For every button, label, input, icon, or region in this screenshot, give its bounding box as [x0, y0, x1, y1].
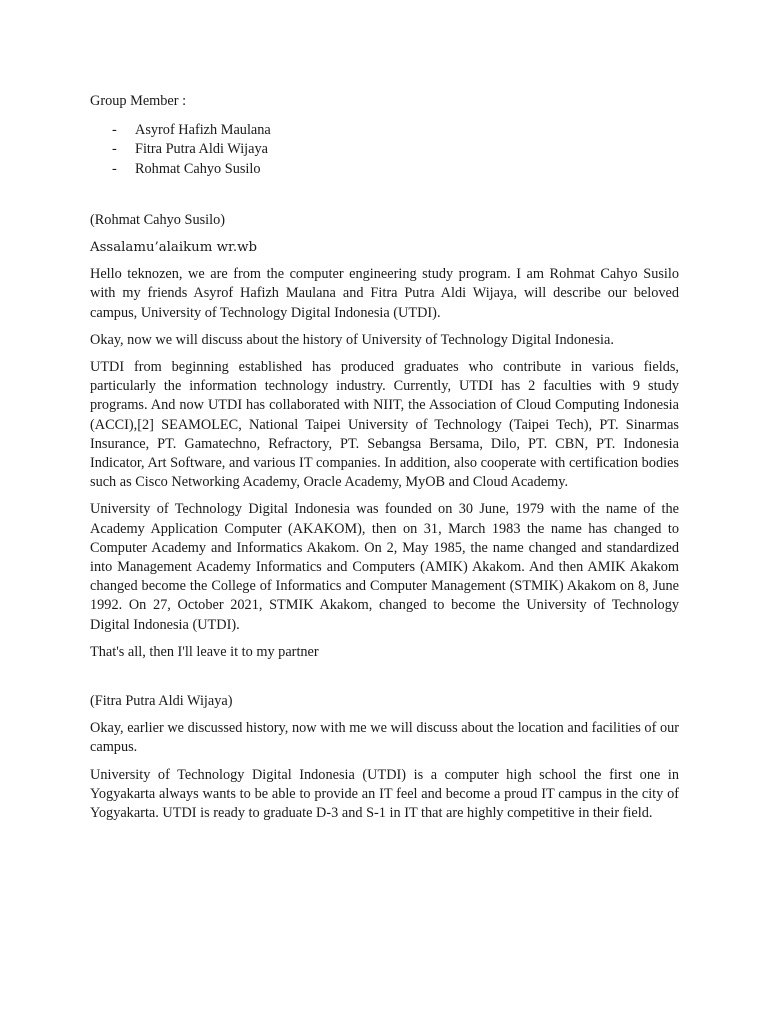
greeting: Assalamu’alaikum wr.wb — [90, 240, 257, 256]
paragraph: That's all, then I'll leave it to my partner — [90, 643, 319, 660]
paragraph: UTDI from beginning established has produced graduates who contribute in various fields, particularly the information technology industry. Currently, UTDI has 2 faculties with 9 study programs. And now UTDI has collaborated with NIIT, the Association of Cloud Computing Indonesia (ACCI),[2] SEAMOLEC, National Taipei University of Technology (Taipei Tech), PT. Sinarmas Insurance, PT. Gamatechno, Refractory, PT. Sebangsa Bersama, Dilo, PT. CBN, PT. Indonesia Indicator, Art Software, and various IT companies. In addition, also cooperate with certification bodies such as Cisco Networking Academy, Oracle Academy, MyOB and Cloud Academy. — [90, 359, 679, 491]
member-name: Fitra Putra Aldi Wijaya — [135, 141, 268, 158]
list-item — [90, 121, 679, 140]
list-item — [90, 140, 679, 159]
list-item — [90, 160, 679, 179]
list-dash: - — [112, 122, 117, 139]
paragraph: Okay, earlier we discussed history, now with me we will discuss about the location and facilities of our campus. — [90, 720, 679, 756]
paragraph: University of Technology Digital Indonesia (UTDI) is a computer high school the first one in Yogyakarta always wants to be able to provide an IT feel and become a proud IT campus in the city of Yogyakarta. UTDI is ready to graduate D-3 and S-1 in IT that are highly competitive in their field. — [90, 766, 679, 822]
paragraph: University of Technology Digital Indonesia was founded on 30 June, 1979 with the name of the Academy Application Computer (AKAKOM), then on 31, March 1983 the name has changed to Computer Academy and Informatics Akakom. On 2, May 1985, the name changed and standardized into Management Academy Informatics and Computers (AMIK) Akakom. And then AMIK Akakom changed become the College of Informatics and Computer Management (STMIK) Akakom on 8, June 1992. On 27, October 2021, STMIK Akakom, changed to become the University of Technology Digital Indonesia (UTDI). — [90, 501, 679, 633]
member-name: Asyrof Hafizh Maulana — [135, 122, 271, 139]
spacer — [90, 179, 679, 211]
speaker-label: (Rohmat Cahyo Susilo) — [90, 211, 226, 228]
member-name: Rohmat Cahyo Susilo — [135, 160, 261, 177]
group-member-list — [90, 121, 679, 179]
group-member-heading: Group Member : — [90, 93, 187, 109]
paragraph: Okay, now we will discuss about the history of University of Technology Digital Indonesia. — [90, 331, 614, 348]
paragraph: Hello teknozen, we are from the computer engineering study program. I am Rohmat Cahyo Susilo with my friends Asyrof Hafizh Maulana and Fitra Putra Aldi Wijaya, will describe our beloved campus, University of Technology Digital Indonesia (UTDI). — [90, 266, 679, 321]
list-dash: - — [112, 141, 117, 158]
list-dash: - — [112, 160, 117, 177]
document-body — [90, 92, 679, 831]
speaker-label: (Fitra Putra Aldi Wijaya) — [90, 693, 233, 710]
spacer — [90, 670, 679, 692]
